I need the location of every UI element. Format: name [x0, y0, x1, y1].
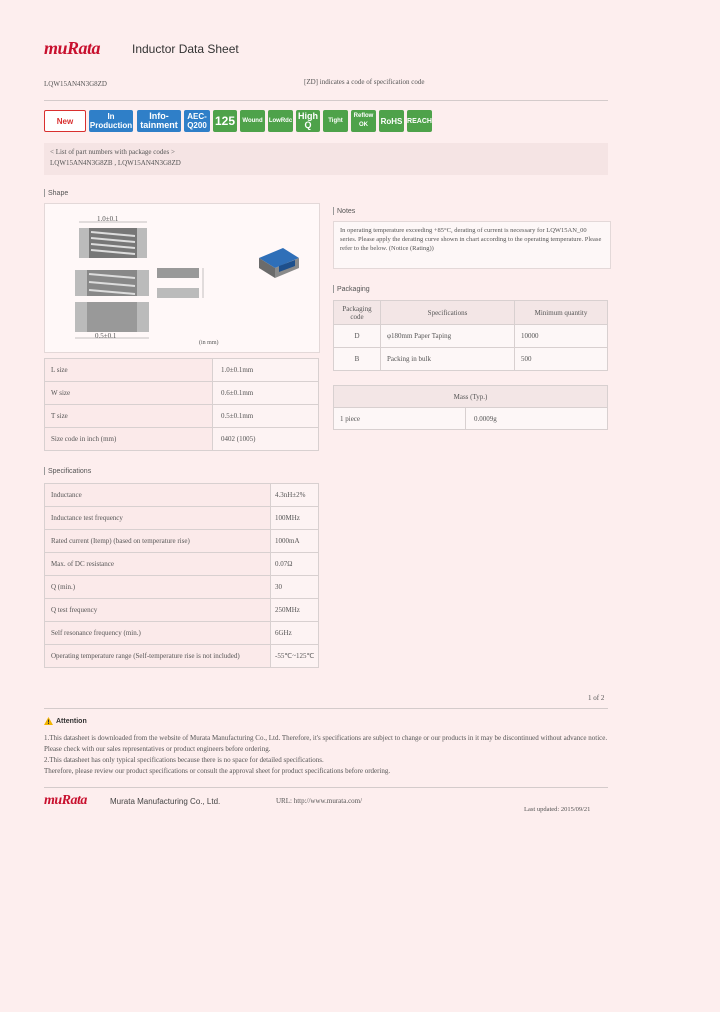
page-indicator: 1 of 2: [588, 694, 605, 702]
spec-value: 30: [271, 576, 319, 599]
spec-label: Operating temperature range (Self-temperature rise is not included): [45, 645, 271, 668]
table-row: [45, 359, 319, 382]
table-header-row: [334, 301, 608, 325]
table-row: [45, 645, 319, 668]
spec-value: -55℃~125℃: [271, 645, 319, 668]
spec-label: Inductance: [45, 484, 271, 507]
spec-value: 250MHz: [271, 599, 319, 622]
table-row: [334, 408, 608, 430]
shape-dim-b: 1.0±0.1: [97, 215, 119, 223]
packaging-header-code: Packaging code: [334, 301, 381, 325]
table-row: [45, 553, 319, 576]
dimension-label: Size code in inch (mm): [45, 428, 213, 451]
table-row: [45, 428, 319, 451]
attention-heading: Attention: [44, 717, 87, 725]
shape-section-title: Shape: [44, 189, 68, 197]
dimension-label: T size: [45, 405, 213, 428]
packaging-header-spec: Specifications: [381, 301, 515, 325]
spec-label: Rated current (Itemp) (based on temperature rise): [45, 530, 271, 553]
warning-icon: [44, 717, 53, 725]
packaging-table: [333, 300, 608, 371]
spec-value: 6GHz: [271, 622, 319, 645]
table-row: [334, 325, 608, 348]
badge-reach: REACH: [407, 110, 432, 132]
spec-label: Q test frequency: [45, 599, 271, 622]
package-list-heading: < List of part numbers with package codes >: [50, 148, 175, 156]
spec-value: 0.07Ω: [271, 553, 319, 576]
spec-value: 100MHz: [271, 507, 319, 530]
specifications-section-title: Specifications: [44, 467, 91, 475]
packaging-code: B: [334, 348, 381, 371]
spec-label: Max. of DC resistance: [45, 553, 271, 576]
mass-table: [333, 385, 608, 430]
attention-line: Therefore, please review our product specifications or consult the approval sheet for product specifications before ordering.: [44, 767, 391, 775]
specifications-table: [44, 483, 319, 668]
attention-line: 1.This datasheet is downloaded from the website of Murata Manufacturing Co., Ltd. Therefore, it's specifications are subject to change or our products in it may be discontinued without advance notice. Please check with our sales representatives or product engineers before ordering.: [44, 734, 608, 753]
table-row: [45, 599, 319, 622]
dimension-value: 0.6±0.1mm: [213, 382, 319, 405]
notes-text: In operating temperature exceeding +85°C, derating of current is necessary for LQW15AN_00 series. Please apply the derating curve shown in chart according to the operating temperature. Please refer to the below. (Notice (Rating)): [340, 227, 602, 252]
attention-text: [44, 733, 612, 777]
badge-tight: Tight: [323, 110, 348, 132]
spec-code-note: [ZD] indicates a code of specification code: [304, 78, 425, 86]
package-list-box: [44, 143, 608, 175]
mass-label: 1 piece: [334, 408, 466, 430]
badge-125: 125: [213, 110, 237, 132]
table-row: [45, 576, 319, 599]
notes-box: [333, 221, 611, 269]
badge-new: New: [44, 110, 86, 132]
mass-header: Mass (Typ.): [334, 386, 608, 408]
packaging-qty: 500: [515, 348, 608, 371]
footer-last-updated: Last updated: 2015/09/21: [524, 806, 591, 813]
murata-logo: muRata: [44, 38, 101, 58]
badge-infotainment: Info-tainment: [137, 110, 181, 132]
dimension-value: 0.5±0.1mm: [213, 405, 319, 428]
packaging-spec: Packing in bulk: [381, 348, 515, 371]
footer-murata-logo: muRata: [44, 793, 87, 808]
footer-url[interactable]: URL: http://www.murata.com/: [276, 797, 363, 805]
package-list-parts[interactable]: LQW15AN4N3G8ZB , LQW15AN4N3G8ZD: [50, 159, 181, 167]
badge-lowrdc: LowRdc: [268, 110, 293, 132]
table-row: [45, 405, 319, 428]
table-row: [45, 484, 319, 507]
part-number: LQW15AN4N3G8ZD: [44, 80, 107, 88]
spec-label: Self resonance frequency (min.): [45, 622, 271, 645]
dimension-value: 1.0±0.1mm: [213, 359, 319, 382]
footer-company: Murata Manufacturing Co., Ltd.: [110, 797, 221, 806]
packaging-code: D: [334, 325, 381, 348]
badge-in-production: In Production: [89, 112, 133, 130]
shape-unit: (in mm): [199, 340, 219, 346]
notes-section-title: Notes: [333, 207, 355, 215]
packaging-spec: φ180mm Paper Taping: [381, 325, 515, 348]
table-row: [45, 507, 319, 530]
packaging-section-title: Packaging: [333, 285, 370, 293]
badge-high-q: High Q: [298, 111, 318, 130]
table-row: [45, 530, 319, 553]
spec-value: 1000mA: [271, 530, 319, 553]
spec-label: Inductance test frequency: [45, 507, 271, 530]
shape-drawing-box: [44, 203, 320, 353]
shape-drawing: [45, 204, 319, 352]
dimensions-table: [44, 358, 319, 451]
badge-aec-q200: AEC-Q200: [184, 110, 210, 132]
table-row: [45, 382, 319, 405]
spec-label: Q (min.): [45, 576, 271, 599]
mass-value: 0.0009g: [466, 408, 608, 430]
badge-rohs: RoHS: [379, 110, 404, 132]
table-row: [45, 622, 319, 645]
attention-line: 2.This datasheet has only typical specifications because there is no space for detailed specifications.: [44, 756, 324, 764]
packaging-header-qty: Minimum quantity: [515, 301, 608, 325]
page-title: Inductor Data Sheet: [132, 42, 239, 56]
packaging-qty: 10000: [515, 325, 608, 348]
dimension-label: W size: [45, 382, 213, 405]
table-header-row: [334, 386, 608, 408]
dimension-label: L size: [45, 359, 213, 382]
dimension-value: 0402 (1005): [213, 428, 319, 451]
spec-value: 4.3nH±2%: [271, 484, 319, 507]
shape-dim-a: 0.5±0.1: [95, 332, 117, 340]
table-row: [334, 348, 608, 371]
badge-reflow-ok: Reflow OK: [351, 110, 376, 132]
badge-wound: Wound: [240, 110, 265, 132]
